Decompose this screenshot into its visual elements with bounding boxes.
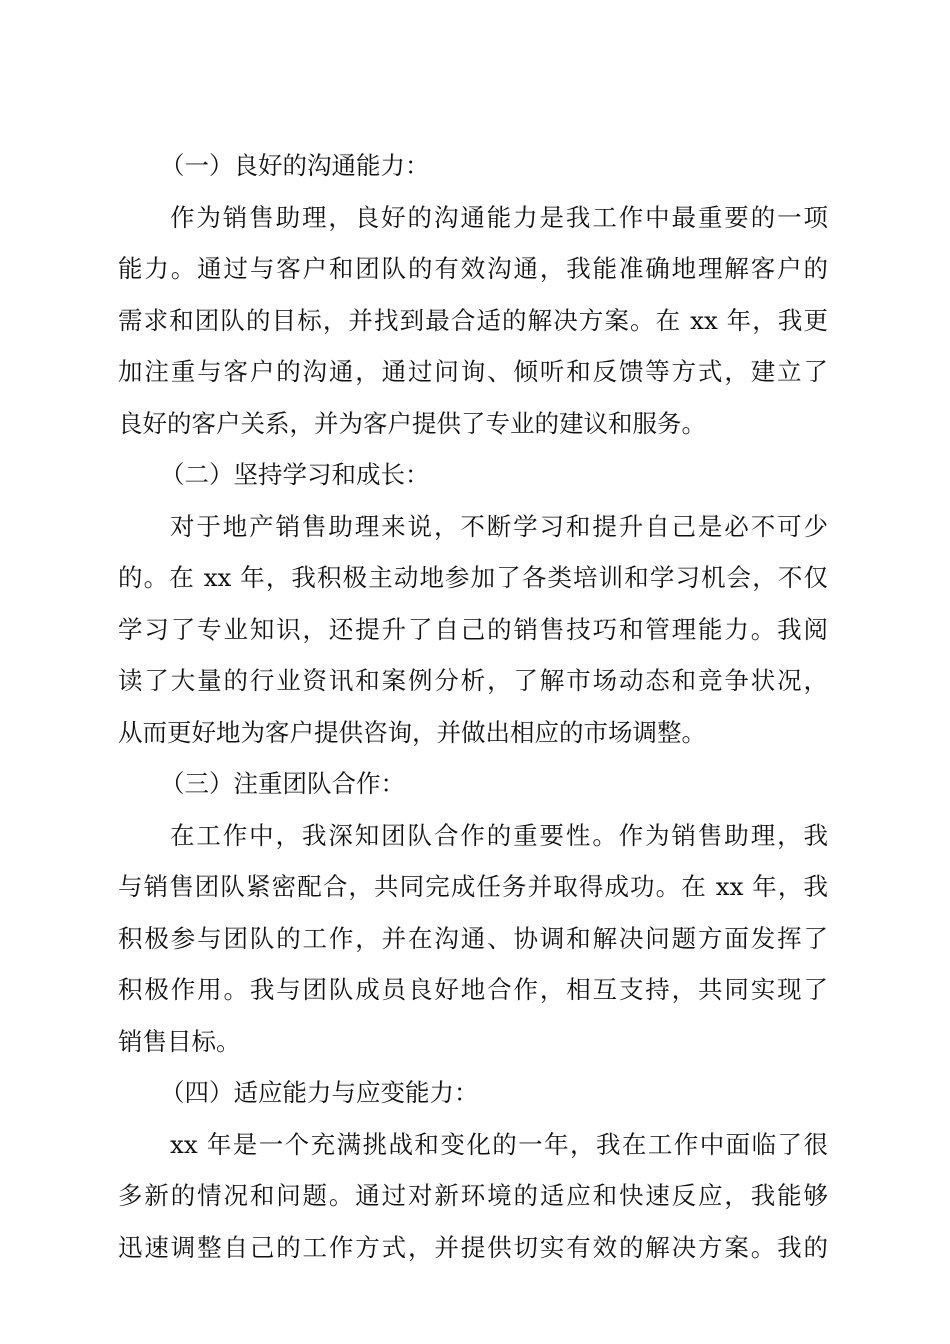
paragraph-line: 积极作用。我与团队成员良好地合作，相互支持，共同实现了 (118, 975, 828, 1004)
document-body (118, 140, 828, 1273)
paragraph-line: 迅速调整自己的工作方式，并提供切实有效的解决方案。我的 (118, 1232, 828, 1262)
paragraph-line: 读了大量的行业资讯和案例分析，了解市场动态和竞争状况， (118, 666, 828, 695)
paragraph-line: 对于地产销售助理来说，不断学习和提升自己是必不可少 (170, 511, 828, 541)
section-heading-4: （四）适应能力与应变能力： (160, 1078, 479, 1107)
paragraph-line: xx 年是一个充满挑战和变化的一年，我在工作中面临了很 (170, 1129, 828, 1159)
paragraph-line: 良好的客户关系，并为客户提供了专业的建议和服务。 (118, 408, 706, 438)
paragraph-line: 销售目标。 (118, 1026, 241, 1056)
paragraph-line: 的。在 xx 年，我积极主动地参加了各类培训和学习机会，不仅 (118, 563, 828, 592)
paragraph-line: 在工作中，我深知团队合作的重要性。作为销售助理，我 (170, 820, 828, 850)
paragraph-line: 积极参与团队的工作，并在沟通、协调和解决问题方面发挥了 (118, 923, 828, 953)
paragraph-line: 需求和团队的目标，并找到最合适的解决方案。在 xx 年，我更 (118, 305, 828, 335)
section-heading-1: （一）良好的沟通能力： (160, 151, 430, 180)
section-heading-3: （三）注重团队合作： (160, 769, 405, 798)
section-heading-2: （二）坚持学习和成长： (160, 460, 430, 489)
paragraph-line: 学习了专业知识，还提升了自己的销售技巧和管理能力。我阅 (118, 614, 828, 644)
paragraph-line: 能力。通过与客户和团队的有效沟通，我能准确地理解客户的 (118, 254, 828, 283)
paragraph-line: 多新的情况和问题。通过对新环境的适应和快速反应，我能够 (118, 1181, 828, 1210)
paragraph-line: 与销售团队紧密配合，共同完成任务并取得成功。在 xx 年，我 (118, 872, 828, 901)
paragraph-line: 从而更好地为客户提供咨询，并做出相应的市场调整。 (118, 717, 706, 747)
paragraph-line: 作为销售助理，良好的沟通能力是我工作中最重要的一项 (170, 202, 828, 232)
paragraph-line: 加注重与客户的沟通，通过问询、倾听和反馈等方式，建立了 (118, 357, 828, 386)
